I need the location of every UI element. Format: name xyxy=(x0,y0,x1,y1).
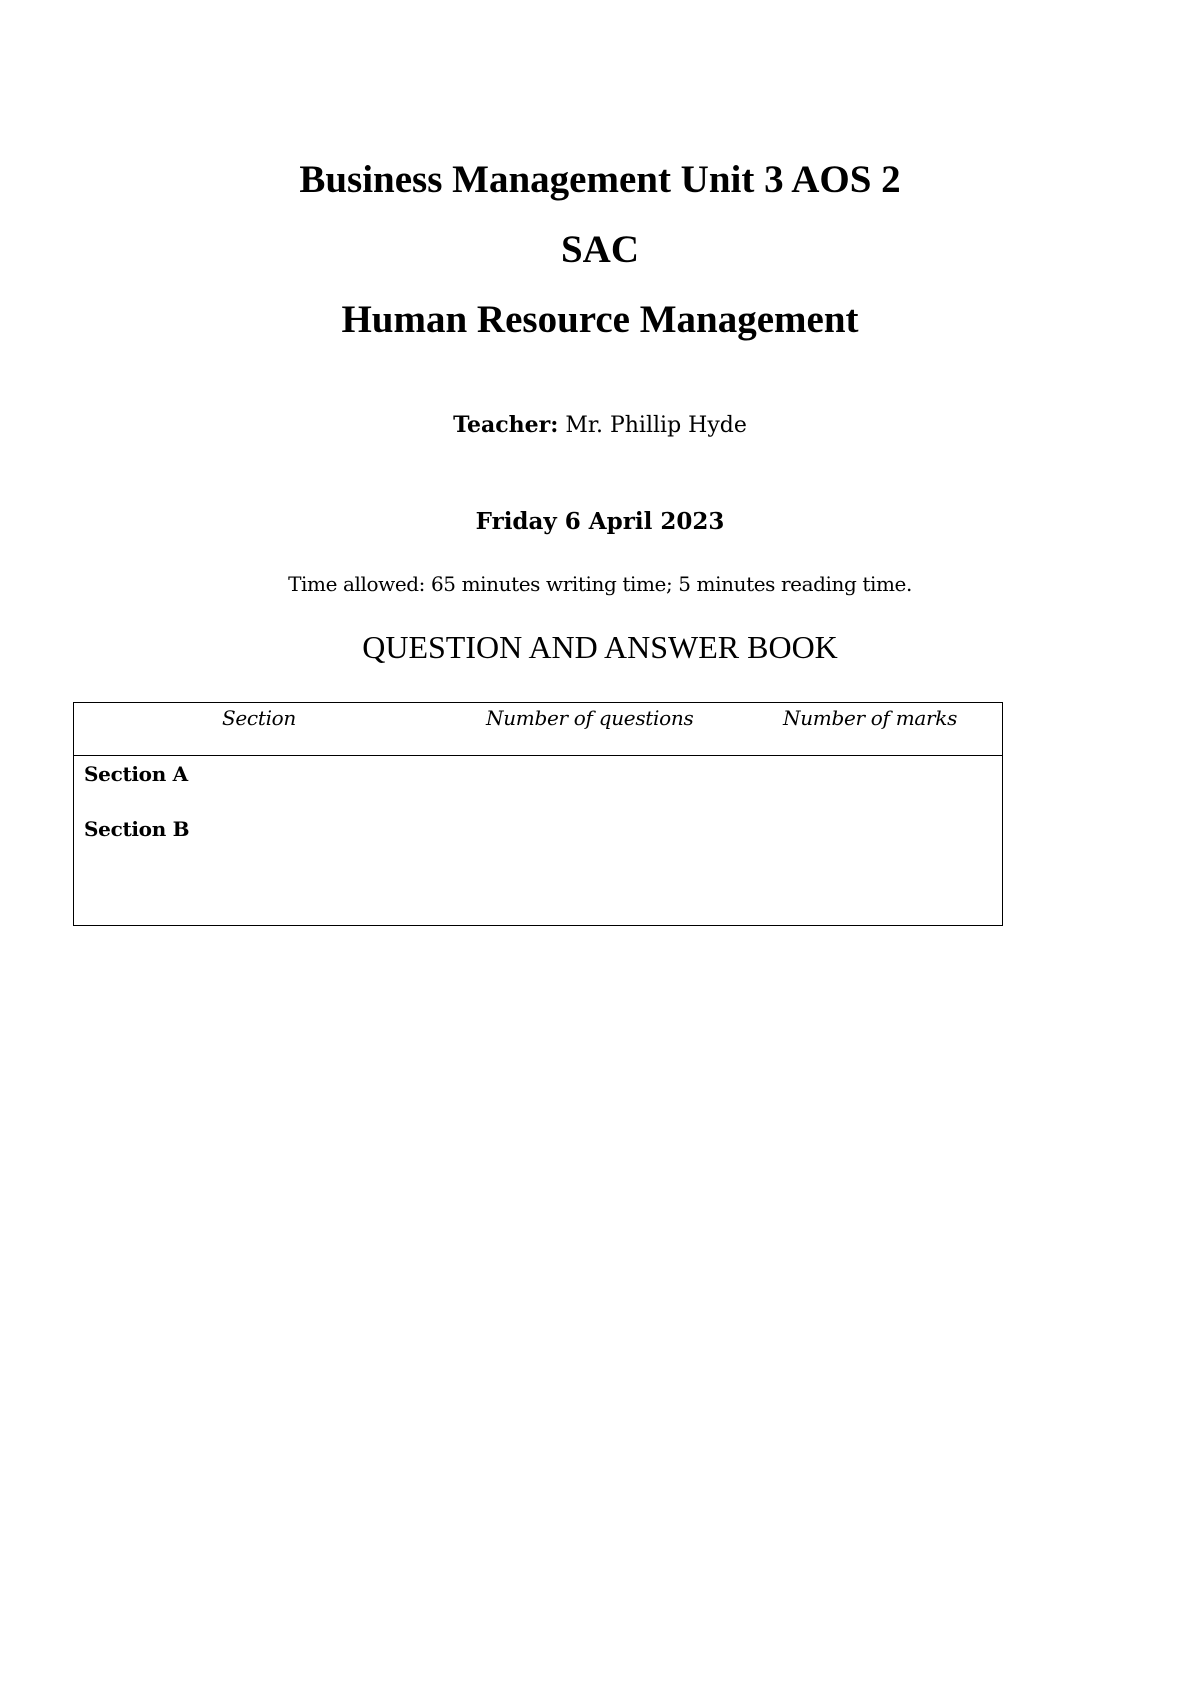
header-number-of-questions: Number of questions xyxy=(486,706,694,730)
time-allowed: Time allowed: 65 minutes writing time; 5 minutes reading time. xyxy=(288,572,912,596)
teacher-line xyxy=(0,410,1200,441)
document-title: Business Management Unit 3 AOS 2 xyxy=(299,158,901,201)
table-header xyxy=(74,703,1002,756)
header-number-of-marks: Number of marks xyxy=(783,706,958,730)
teacher-label: Teacher: xyxy=(453,412,559,438)
row-section-b: Section B xyxy=(84,817,190,841)
book-heading: QUESTION AND ANSWER BOOK xyxy=(362,629,838,665)
exam-date: Friday 6 April 2023 xyxy=(475,508,725,535)
header-section: Section xyxy=(222,706,296,730)
document-subtitle-topic: Human Resource Management xyxy=(341,298,859,341)
row-section-a: Section A xyxy=(84,762,188,786)
document-subtitle-sac: SAC xyxy=(560,228,640,271)
sections-table xyxy=(73,702,1003,926)
teacher-name: Mr. Phillip Hyde xyxy=(558,413,747,438)
